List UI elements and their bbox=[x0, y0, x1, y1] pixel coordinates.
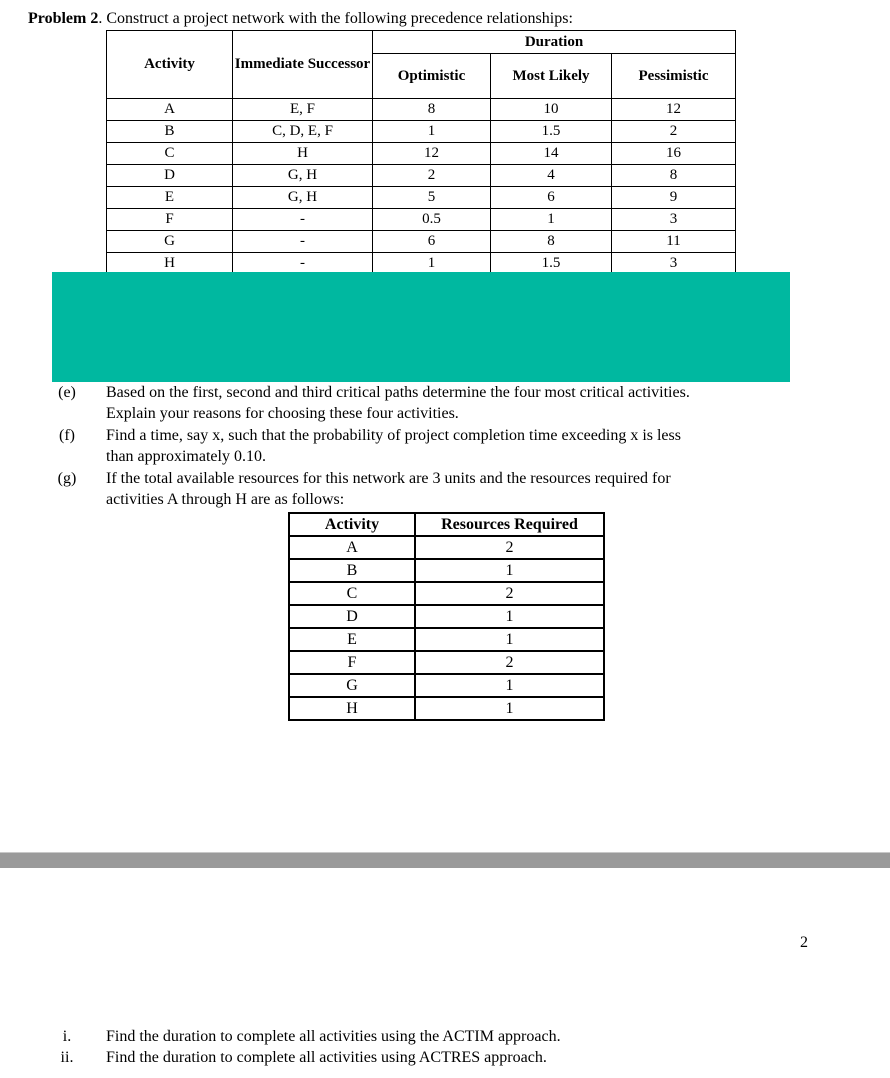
table-row bbox=[107, 231, 736, 253]
cell-successor: G, H bbox=[233, 187, 373, 209]
cell-resources: 2 bbox=[415, 536, 604, 559]
cell-activity: F bbox=[289, 651, 415, 674]
cell-resources: 2 bbox=[415, 651, 604, 674]
cell-successor: C, D, E, F bbox=[233, 121, 373, 143]
header-immediate-successor: Immediate Successor bbox=[233, 31, 373, 99]
problem-heading bbox=[28, 10, 573, 28]
header-duration: Duration bbox=[373, 31, 736, 54]
table-row bbox=[289, 674, 604, 697]
cell-resources: 1 bbox=[415, 674, 604, 697]
cell-pessimistic: 9 bbox=[612, 187, 736, 209]
cell-successor: - bbox=[233, 231, 373, 253]
sub-item-label: i. bbox=[62, 1028, 72, 1045]
cell-activity: D bbox=[289, 605, 415, 628]
table-row bbox=[107, 121, 736, 143]
item-label: (g) bbox=[57, 470, 77, 487]
cell-optimistic: 12 bbox=[373, 143, 491, 165]
item-text-line: Find a time, say x, such that the probability of project completion time exceeding x is less bbox=[106, 427, 681, 444]
cell-activity: G bbox=[289, 674, 415, 697]
cell-resources: 1 bbox=[415, 559, 604, 582]
table-row bbox=[289, 697, 604, 720]
cell-resources: 2 bbox=[415, 582, 604, 605]
cell-activity: F bbox=[107, 209, 233, 231]
sub-item-label: ii. bbox=[60, 1049, 74, 1066]
cell-successor: - bbox=[233, 253, 373, 275]
header-pessimistic: Pessimistic bbox=[612, 54, 736, 99]
cell-pessimistic: 3 bbox=[612, 253, 736, 275]
problem-label: Problem 2 bbox=[28, 10, 99, 27]
cell-activity: A bbox=[289, 536, 415, 559]
cell-most-likely: 1 bbox=[491, 209, 612, 231]
cell-optimistic: 1 bbox=[373, 121, 491, 143]
cell-resources: 1 bbox=[415, 605, 604, 628]
cell-most-likely: 1.5 bbox=[491, 253, 612, 275]
cell-optimistic: 0.5 bbox=[373, 209, 491, 231]
redaction-block bbox=[52, 272, 790, 382]
cell-most-likely: 4 bbox=[491, 165, 612, 187]
cell-pessimistic: 8 bbox=[612, 165, 736, 187]
resources-table bbox=[288, 512, 605, 721]
cell-optimistic: 1 bbox=[373, 253, 491, 275]
header-most-likely: Most Likely bbox=[491, 54, 612, 99]
cell-most-likely: 6 bbox=[491, 187, 612, 209]
table-row bbox=[107, 209, 736, 231]
page-divider bbox=[0, 852, 890, 868]
item-text-line: than approximately 0.10. bbox=[106, 448, 266, 465]
table-row bbox=[289, 605, 604, 628]
cell-activity: D bbox=[107, 165, 233, 187]
cell-successor: H bbox=[233, 143, 373, 165]
cell-most-likely: 10 bbox=[491, 99, 612, 121]
cell-optimistic: 8 bbox=[373, 99, 491, 121]
cell-activity: A bbox=[107, 99, 233, 121]
header-activity: Activity bbox=[107, 31, 233, 99]
cell-pessimistic: 2 bbox=[612, 121, 736, 143]
cell-most-likely: 1.5 bbox=[491, 121, 612, 143]
cell-pessimistic: 16 bbox=[612, 143, 736, 165]
table-row bbox=[107, 165, 736, 187]
cell-successor: - bbox=[233, 209, 373, 231]
table-row bbox=[289, 651, 604, 674]
cell-activity: C bbox=[289, 582, 415, 605]
table-row bbox=[289, 536, 604, 559]
cell-activity: H bbox=[107, 253, 233, 275]
header-activity: Activity bbox=[289, 513, 415, 536]
cell-pessimistic: 12 bbox=[612, 99, 736, 121]
cell-activity: E bbox=[107, 187, 233, 209]
sub-item-text: Find the duration to complete all activities using ACTRES approach. bbox=[106, 1049, 547, 1066]
cell-most-likely: 8 bbox=[491, 231, 612, 253]
cell-successor: E, F bbox=[233, 99, 373, 121]
table-row bbox=[289, 628, 604, 651]
cell-activity: E bbox=[289, 628, 415, 651]
header-optimistic: Optimistic bbox=[373, 54, 491, 99]
cell-optimistic: 5 bbox=[373, 187, 491, 209]
table-row bbox=[107, 99, 736, 121]
cell-resources: 1 bbox=[415, 697, 604, 720]
problem-text: . Construct a project network with the following precedence relationships: bbox=[98, 10, 573, 27]
cell-pessimistic: 3 bbox=[612, 209, 736, 231]
item-label: (e) bbox=[58, 384, 76, 401]
item-label: (f) bbox=[59, 427, 75, 444]
cell-activity: G bbox=[107, 231, 233, 253]
page-number: 2 bbox=[800, 934, 808, 951]
cell-successor: G, H bbox=[233, 165, 373, 187]
cell-optimistic: 2 bbox=[373, 165, 491, 187]
cell-activity: B bbox=[107, 121, 233, 143]
item-text-line: Based on the first, second and third critical paths determine the four most critical activities. bbox=[106, 384, 690, 401]
precedence-table bbox=[106, 30, 736, 275]
item-text-line: If the total available resources for this network are 3 units and the resources required for bbox=[106, 470, 671, 487]
item-text-line: activities A through H are as follows: bbox=[106, 491, 345, 508]
table-row bbox=[289, 559, 604, 582]
cell-pessimistic: 11 bbox=[612, 231, 736, 253]
cell-resources: 1 bbox=[415, 628, 604, 651]
cell-activity: C bbox=[107, 143, 233, 165]
cell-most-likely: 14 bbox=[491, 143, 612, 165]
table-row bbox=[107, 187, 736, 209]
cell-optimistic: 6 bbox=[373, 231, 491, 253]
table-row bbox=[289, 582, 604, 605]
header-resources-required: Resources Required bbox=[415, 513, 604, 536]
table-row bbox=[107, 143, 736, 165]
cell-activity: B bbox=[289, 559, 415, 582]
cell-activity: H bbox=[289, 697, 415, 720]
sub-item-text: Find the duration to complete all activities using the ACTIM approach. bbox=[106, 1028, 561, 1045]
item-text-line: Explain your reasons for choosing these four activities. bbox=[106, 405, 459, 422]
